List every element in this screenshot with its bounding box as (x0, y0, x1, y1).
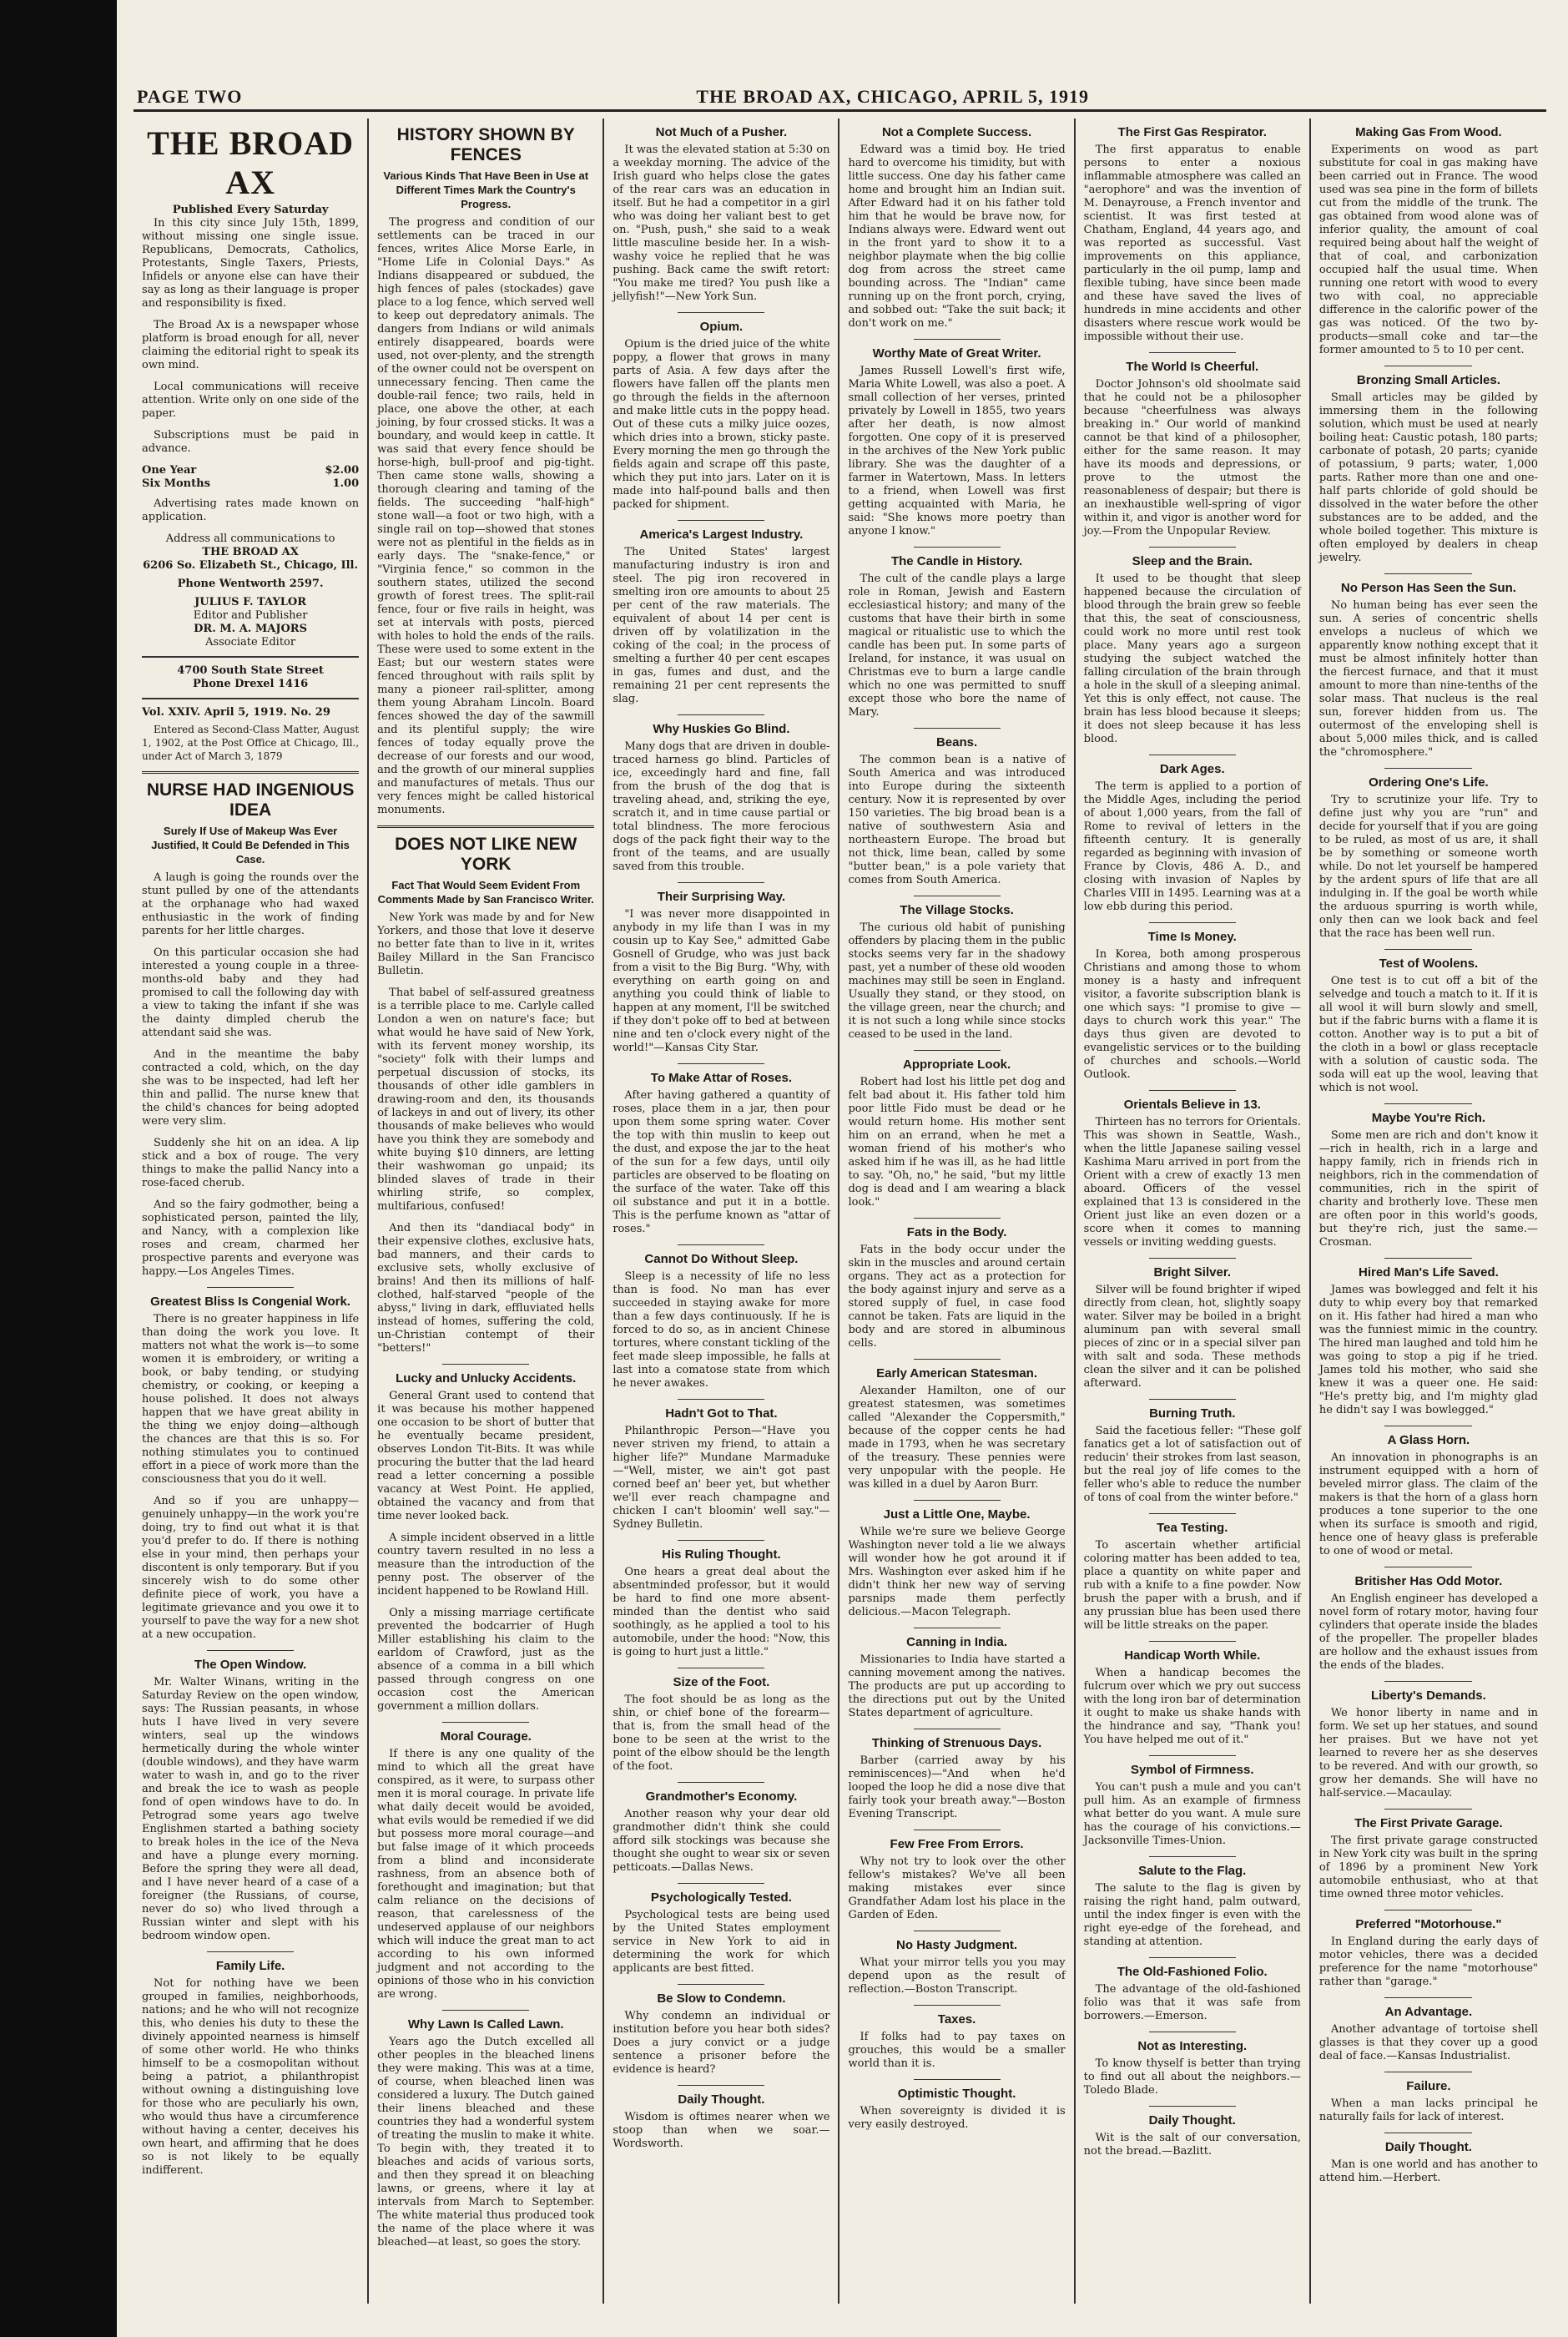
article-title: Orientals Believe in 13. (1123, 1098, 1261, 1112)
divider (1149, 1856, 1236, 1857)
divider (1149, 1258, 1236, 1259)
paragraph: When a handicap becomes the fulcrum over which we pry out success with the long iron bar of determination it ought to make us shake hands with the hindrance and say, "Thank you! You have helped me out of it." (1083, 1667, 1301, 1746)
column-6 (1311, 119, 1546, 2304)
editor-title: Editor and Publisher (193, 609, 308, 622)
article-deck: Surely If Use of Makeup Was Ever Justified, It Could Be Defended in This Case. (151, 825, 350, 866)
info-para-2: The Broad Ax is a newspaper whose platform is broad enough for all, never claiming the editorial right to speak its own mind. (142, 319, 360, 371)
page-label: PAGE TWO (137, 85, 243, 107)
info-para-1: In this city since July 15th, 1899, without missing one single issue. Republicans, Democrats, Catholics, Protestants, Single Taxers, Priests, Infidels or anyone else can have their say as long as their language is proper and responsibility is fixed. (142, 217, 360, 310)
paragraph: Silver will be found brighter if wiped directly from clean, hot, slightly soapy water. Silver may be boiled in a bright aluminum pan with several small pieces of zinc or in a special silver pan with salt and soda. These methods clean the silver and it can be polished afterward. (1083, 1284, 1301, 1390)
divider (1149, 352, 1236, 353)
divider (914, 1359, 1001, 1360)
paragraph: Psychological tests are being used by the United States employment service in New York to aid in determining the work for which applicants are best fitted. (613, 1909, 830, 1975)
divider (1149, 547, 1236, 548)
paragraph: A simple incident observed in a little country tavern resulted in no less a measure than the introduction of the penny post. The observer of the incident happened to be Rowland Hill. (377, 1532, 595, 1598)
article-title: No Hasty Judgment. (896, 1938, 1018, 1952)
article-title: Tea Testing. (1157, 1521, 1228, 1535)
article-title: Salute to the Flag. (1138, 1864, 1247, 1878)
sub-six-row (142, 477, 359, 491)
divider (207, 1287, 294, 1288)
paragraph: You can't push a mule and you can't pull him. As an example of firmness what better do you want. A mule sure has the courage of his convictions.—Jacksonville Times-Union. (1083, 1781, 1301, 1847)
article-title: Opium. (699, 320, 744, 334)
editor-name: JULIUS F. TAYLOR (194, 596, 307, 608)
paragraph: Doctor Johnson's old shoolmate said that he could not be a philosopher because "cheerfulness was always breaking in." Our world of mankind cannot be that kind of a philosopher, either for the same reason. It may have its moods and depressions, or prove to the utmost the reasonableness of despair; but there is an inexhaustible well-spring of vigor within it, and vigor is another word for joy.—From the Unpopular Review. (1083, 378, 1301, 538)
paragraph: If folks had to pay taxes on grouches, this would be a smaller world than it is. (848, 2031, 1066, 2070)
article-title: An Advantage. (1384, 2005, 1473, 2019)
article-title: Be Slow to Condemn. (657, 1991, 786, 2006)
article-title: Psychologically Tested. (650, 1890, 792, 1905)
article-title: Not Much of a Pusher. (655, 125, 788, 139)
paragraph: And so the fairy godmother, being a sophisticated person, painted the lily, and Nancy, with a complexion like roses and cream, charmed her prospective parents and everyone was happy.—Los Angeles Times. (142, 1199, 360, 1278)
paragraph: The curious old habit of punishing offenders by placing them in the public stocks seems very far in the shadowy past, yet a number of these old wooden machines may still be seen in England. Usually they stand, or they stood, on the village green, near the church; and it is not such a long while since stocks ceased to be used in the land. (848, 921, 1066, 1041)
paragraph: Fats in the body occur under the skin in the muscles and around certain organs. They act as a protection for the body against injury and serve as a stored supply of fuel, in case food cannot be taken. Fats are liquid in the body and are stored in albuminous cells. (848, 1244, 1066, 1350)
entry-note: Entered as Second-Class Matter, August 1, 1902, at the Post Office at Chicago, Ill., under Act of March 3, 1879 (142, 724, 360, 762)
article-title: Not as Interesting. (1137, 2039, 1248, 2053)
paragraph: Sleep is a necessity of life no less than is food. No man has ever succeeded in staying awake for more than a few days continuously. If he is forced to do so, as in ancient Chinese tortures, where constant tickling of the feet made sleep impossible, he falls at last into a comatose state from which he never awakes. (613, 1270, 830, 1390)
paragraph: Some men are rich and don't know it—rich in health, rich in a large and happy family, rich in friends rich in neighbors, rich in the commendation of communities, rich in the spirit of charity and brotherly love. These men are often poor in this world's goods, but they're rich, just the same.—Crosman. (1318, 1129, 1538, 1249)
article-title: Cannot Do Without Sleep. (644, 1252, 799, 1266)
paragraph: New York was made by and for New Yorkers, and those that love it deserve no better fate than to live in it, writes Bailey Millard in the San Francisco Bulletin. (377, 911, 595, 977)
article-title: Britisher Has Odd Motor. (1354, 1574, 1503, 1588)
article-title: A Glass Horn. (1387, 1433, 1470, 1447)
article-title: Size of the Foot. (673, 1675, 770, 1689)
column-grid (134, 119, 1546, 2304)
paragraph: Philanthropic Person—"Have you never striven my friend, to attain a higher life?" Mundane Marmaduke—"Well, mister, we ain't got past corned beef an' beer yet, but whether we'll ever reach champagne and chicken I can't bloomin' well say."—Sydney Bulletin. (613, 1425, 830, 1531)
address-name: THE BROAD AX (202, 546, 299, 558)
paragraph: To know thyself is better than trying to find out all about the neighbors.—Toledo Blade. (1083, 2057, 1301, 2097)
paragraph: When a man lacks principal he naturally fails for lack of interest. (1318, 2097, 1538, 2123)
paragraph: No human being has ever seen the sun. A series of concentric shells envelops a nucleus of which we apparently know nothing except that it must be almost infinitely hotter than the fiercest furnace, and that it must amount to more than nine-tenths of the solar mass. That nucleus is the real sun, forever hidden from us. The outermost of the enveloping shell is about 5,000 miles thick, and is called the "chromosphere." (1318, 599, 1538, 759)
article-title: Grandmother's Economy. (645, 1789, 798, 1804)
article-title: To Make Attar of Roses. (650, 1071, 792, 1085)
paragraph: Another reason why your dear old grandmother didn't think she could afford silk stockings was because she thought she ought to wear six or seven petticoats.—Dallas News. (613, 1808, 830, 1874)
paragraph: Alexander Hamilton, one of our greatest statesmen, was sometimes called "Alexander the Coppersmith," because of the copper cents he had made in 1793, when he was secretary of the treasury. These pennies were very unpopular with the people. He was killed in a duel by Aaron Burr. (848, 1385, 1066, 1491)
info-para-3: Local communications will receive attention. Write only on one side of the paper. (142, 381, 360, 420)
article-title: Test of Woolens. (1379, 957, 1479, 971)
divider (1384, 949, 1472, 950)
divider (207, 1951, 294, 1952)
masthead (134, 87, 1546, 112)
paragraph: And then its "dandiacal body" in their expensive clothes, exclusive hats, bad manners, and their cards to exclusive sets, wholly exclusive of brains! And then its millions of half-clothed, half-starved "people of the abyss," living in dark, effluviated hells instead of homes, suffering the cold, un-Christian contempt of their "betters!" (377, 1222, 595, 1355)
divider (914, 547, 1001, 548)
divider (678, 1399, 764, 1400)
article-title: Optimistic Thought. (897, 2087, 1016, 2101)
paragraph: James Russell Lowell's first wife, Maria White Lowell, was also a poet. A small collection of her verses, printed privately by Lowell in 1855, two years after her death, is now almost forgotten. One copy of it is preserved in the archives of the New York public library. She was the daughter of a farmer in Watertown, Mass. In letters to a friend, when Lowell was first getting acquainted with Maria, he said: "She knows more poetry than anyone I know." (848, 365, 1066, 538)
article-title: Why Huskies Go Blind. (653, 722, 790, 736)
column-2 (369, 119, 604, 2304)
article-title: The Candle in History. (890, 554, 1023, 568)
paragraph: Robert had lost his little pet dog and felt bad about it. His father told him poor little Fido must be dead or he would return home. His mother sent him on an errand, when he met a woman friend of his mother's who asked him if he was ill, as he had little to say. "Oh, no," he said, "but my little dog is dead and I am wearing a black look." (848, 1076, 1066, 1209)
article-title: Appropriate Look. (902, 1057, 1011, 1072)
paragraph: Another advantage of tortoise shell glasses is that they cover up a good deal of face.—Kansas Industrialist. (1318, 2023, 1538, 2062)
article-title: The Old-Fashioned Folio. (1117, 1965, 1268, 1979)
paragraph: Suddenly she hit on an idea. A lip stick and a box of rouge. The very things to make the pallid Nancy into a rose-faced cherub. (142, 1137, 360, 1189)
article-title: Bright Silver. (1153, 1265, 1231, 1280)
paragraph: Why condemn an individual or institution before you hear both sides? Does a jury convict or a judge sentence a prisoner before the evidence is heard? (613, 2010, 830, 2076)
paragraph: Only a missing marriage certificate prevented the bodcarrier of Hugh Miller establishing his claim to the earldom of Crawford, just as the absence of a comma in a bill which passed through congress on one occasion cost the American government a million dollars. (377, 1607, 595, 1713)
divider (678, 312, 764, 313)
sub-year-price: $2.00 (325, 464, 360, 477)
divider (1149, 1513, 1236, 1514)
paragraph: The first private garage constructed in New York city was built in the spring of 1896 by a prominent New York automobile enthusiast, who at that time owned three motor vehicles. (1318, 1835, 1538, 1900)
divider (442, 1364, 529, 1365)
paragraph: The advantage of the old-fashioned folio was that it was safe from borrowers.—Emerson. (1083, 1983, 1301, 2022)
paragraph: It used to be thought that sleep happened because the circulation of blood through the brain grew so feeble that this, the seat of consciousness, could work no more until rest took place. Many years ago a surgeon studying the subject watched the falling circulation of the brain through a hole in the skull of a sleeping animal. Yet this is only effect, not cause. The brain has less blood because it sleeps; it does not sleep because it has less blood. (1083, 573, 1301, 745)
article-title: Daily Thought. (678, 2092, 765, 2107)
article-title: Hired Man's Life Saved. (1359, 1265, 1499, 1280)
divider (1384, 1997, 1472, 1998)
paragraph: After having gathered a quantity of roses, place them in a jar, then pour upon them some spring water. Cover the top with thin muslin to keep out the dust, and expose the jar to the heat of the sun for a few days, until oily particles are observed to be floating on the surface of the water. Take off this oil substance and put it in a bottle. This is the perfume known as "attar of roses." (613, 1089, 830, 1235)
article-title: Thinking of Strenuous Days. (871, 1736, 1042, 1750)
paragraph: The first apparatus to enable persons to enter a noxious inflammable atmosphere was called an "aerophore" and was the invention of M. Denayrouse, a French inventor and scientist. It was first tested at Chatham, England, 44 years ago, and was reported as successful. Vast improvements on this appliance, particularly in the oil pump, lamp and flexible tubing, have since been made and these have saved the lives of hundreds in mine accidents and other disasters where rescue work would be impossible without their use. (1083, 144, 1301, 343)
column-5 (1076, 119, 1311, 2304)
divider (678, 882, 764, 883)
paragraph: There is no greater happiness in life than doing the work you love. It matters not what the work is—to some women it is embroidery, or writing a book, or baby tending, or studying chemistry, or cooking, or keeping a house polished. It does not always happen that we have great ability in the thing we enjoy doing—although the chances are that this is so. For nothing stimulates you to continued effort in a piece of work more than the consciousness that you do it well. (142, 1313, 360, 1486)
article-title: HISTORY SHOWN BY FENCES (396, 125, 575, 164)
divider (678, 2085, 764, 2086)
paragraph: Man is one world and has another to attend him.—Herbert. (1318, 2158, 1538, 2184)
article-title: Bronzing Small Articles. (1356, 373, 1500, 387)
article-title: Ordering One's Life. (1369, 775, 1489, 790)
phone-1: Phone Wentworth 2597. (177, 578, 324, 590)
paragraph: One hears a great deal about the absentminded professor, but it would be hard to find one more absent-minded than the dentist who said soothingly, as he applied a tool to his automobile, under the hood: "Now, this is going to hurt just a little." (613, 1566, 830, 1658)
divider (1149, 1957, 1236, 1958)
paragraph: General Grant used to contend that it was because his mother happened one occasion to be short of butter that he eventually became president, observes London Tit-Bits. It was while procuring the butter that the lad heard read a letter concerning a possible vacancy at West Point. He applied, obtained the vacancy and from that time never looked back. (377, 1390, 595, 1522)
divider (678, 1540, 764, 1541)
office-street: 4700 South State Street (177, 664, 324, 677)
divider (914, 339, 1001, 340)
paragraph: An innovation in phonographs is an instrument equipped with a horn of beveled mirror glass. The claim of the makers is that the horn of a glass horn produces a tone superior to the one when its surface is smooth and rigid, hence one of heavy glass is preferable to one of wood or metal. (1318, 1451, 1538, 1557)
volume-line: Vol. XXIV. April 5, 1919. No. 29 (142, 706, 330, 719)
paper-date-line: THE BROAD AX, CHICAGO, APRIL 5, 1919 (696, 85, 1089, 107)
column-1 (134, 119, 369, 2304)
article-title: Canning in India. (906, 1635, 1007, 1649)
article-title: The Open Window. (194, 1658, 307, 1672)
article-title: Moral Courage. (440, 1729, 532, 1744)
paragraph: An English engineer has developed a novel form of rotary motor, having four cylinders that operate inside the blades of the propeller. The propeller blades are hollow and the exhaust issues from the ends of the blades. (1318, 1592, 1538, 1672)
article-title: Just a Little One, Maybe. (883, 1507, 1031, 1522)
paragraph: To ascertain whether artificial coloring matter has been added to tea, place a quantity on white paper and rub with a knife to a fine powder. Now brush the paper with a brush, and if any prussian blue has been used there will be little streaks on the paper. (1083, 1539, 1301, 1632)
paragraph: Edward was a timid boy. He tried hard to overcome his timidity, but with little success. One day his father came home and brought him an Indian suit. After Edward had it on his father told him that he would be brave now, for Indians always were. Edward went out in the front yard to show it to a neighbor playmate when the big collie dog from across the street came bounding across. The "Indian" came running up on the front porch, crying, and sobbed out: "Take the suit back; it don't work on me." (848, 144, 1066, 330)
article-title: Time Is Money. (1147, 930, 1237, 944)
divider (678, 1063, 764, 1064)
scan-margin (0, 0, 117, 2337)
paragraph: Mr. Walter Winans, writing in the Saturday Review on the open window, says: The Russian peasants, in whose huts I have lived in very severe winters, seal up the windows hermetically during the whole winter (double windows), and they have warm water to wash in, and go to the river and break the ice to wash as people fond of open windows have to do. In Petrograd some years ago twelve Englishmen started a bathing society to break holes in the ice of the Neva and have a plunge every morning. Before the spring they were all dead, and I have never heard of a case of a foreigner (the Russians, of course, never do so) who lived through a Russian winter and slept with his bedroom window open. (142, 1676, 360, 1942)
paragraph: Opium is the dried juice of the white poppy, a flower that grows in many parts of Asia. A few days after the flowers have fallen off the plants men go through the fields in the afternoon and make little cuts in the poppy head. Out of these cuts a milky juice oozes, which dries into a brown, sticky paste. Every morning the men go through the fields again and scrape off this paste, which they put into jars. Later on it is made into half-pound balls and then packed for shipment. (613, 338, 830, 511)
divider (442, 2010, 529, 2011)
article-title: NURSE HAD INGENIOUS IDEA (146, 780, 355, 820)
paragraph: Years ago the Dutch excelled all other peoples in the bleached linens they were making. This was at a time, of course, when bleached linen was considered a luxury. The Dutch gained their linens bleached and these countries they had a wonderful system of treating the muslin to make it white. To begin with, they treated it to bleaches and acids of various sorts, and then they spread it on bleaching lawns, or greens, where it lay at intervals from March to September. The white material thus produced took the name of the place where it was bleached—at least, so goes the story. (377, 2036, 595, 2249)
paragraph: If there is any one quality of the mind to which all the great have conspired, as it were, to surpass other men it is moral courage. In private life what daily deceit would be avoided, what evils would be remedied if we did but possess more moral courage—and but false image of it which proceeds from a blind and inconsiderate rashness, from an absence both of forethought and imagination; but that calm reliance on the decisions of reason, that carelessness of the undeserved applause of our neighbors which will induce the great man to act according to his own informed judgment and not according to the opinions of those who in his conviction are wrong. (377, 1748, 595, 2001)
article-title: Handicap Worth While. (1124, 1648, 1261, 1663)
paragraph: Said the facetious feller: "These golf fanatics get a lot of satisfaction out of reducin' their strokes from last season, but the real joy of life comes to the feller who's able to reduce the number of tons of coal from the winter before." (1083, 1425, 1301, 1504)
divider (1384, 768, 1472, 769)
paragraph: A laugh is going the rounds over the stunt pulled by one of the attendants at the orphanage who had waxed enthusiastic in the work of finding parents for her little charges. (142, 871, 360, 937)
paragraph: It was the elevated station at 5:30 on a weekday morning. The advice of the Irish guard who helps close the gates of the rear cars was an education in itself. But he had a competitor in a girl who was doing her valiant best to get on. "Push, push," she said to a weak little masculine beside her. In a wish-washy voice he replied that he was pushing. Back came the swift retort: "You make me tired? You push like a jellyfish!"—New York Sun. (613, 144, 830, 303)
paragraph: Small articles may be gilded by immersing them in the following solution, which must be used at nearly boiling heat: Caustic potash, 180 parts; carbonate of potash, 20 parts; cyanide of potassium, 9 parts; water, 1,000 parts. Rather more than one and one-half parts chloride of gold should be dissolved in the water before the other substances are to be added, and the whole boiled together. This mixture is often employed by dealers in cheap jewelry. (1318, 391, 1538, 564)
article-title: Preferred "Motorhouse." (1355, 1917, 1502, 1931)
article-title: His Ruling Thought. (662, 1547, 781, 1562)
divider (207, 1650, 294, 1651)
article-deck: Fact That Would Seem Evident From Comments Made by San Francisco Writer. (377, 879, 594, 906)
article-title: Beans. (935, 735, 978, 750)
divider (142, 698, 359, 699)
divider (1384, 573, 1472, 574)
article-title: Greatest Bliss Is Congenial Work. (150, 1295, 350, 1309)
article-title: Symbol of Firmness. (1130, 1763, 1254, 1777)
article-title: Daily Thought. (1148, 2113, 1236, 2128)
paragraph: Missionaries to India have started a canning movement among the natives. The products are put up according to the directions put out by the United States department of agriculture. (848, 1653, 1066, 1719)
paragraph: In Korea, both among prosperous Christians and among those to whom money is a hasty and infrequent visitor, a favorite subscription blank is one which says: "I promise to give — days to church work this year." The days thus given are devoted to evangelistic services or to the building of churches and schools.—World Outlook. (1083, 948, 1301, 1081)
sub-six-price: 1.00 (332, 477, 360, 490)
paragraph: The salute to the flag is given by raising the right hand, palm outward, until the index finger is even with the right eye-edge of the forehead, and standing at attention. (1083, 1882, 1301, 1948)
article-title: Failure. (1406, 2079, 1451, 2093)
assoc-name: DR. M. A. MAJORS (194, 623, 307, 635)
divider (1149, 1755, 1236, 1756)
divider (1149, 1399, 1236, 1400)
paragraph: The United States' largest manufacturing industry is iron and steel. The pig iron recovered in smelting iron ore amounts to about 25 per cent of the raw materials. The equivalent of about 14 per cent is driven off by volatilization in the coking of the coal; in the process of smelting a further 40 per cent escapes in gas, fumes and dust, and the remaining 21 per cent represents the slag. (613, 546, 830, 705)
divider (1384, 1809, 1472, 1810)
article-title: Why Lawn Is Called Lawn. (407, 2017, 564, 2032)
assoc-title: Associate Editor (205, 636, 296, 649)
paragraph: The progress and condition of our settlements can be traced in our fences, writes Alice Morse Earle, in "Home Life in Colonial Days." As Indians disappeared or subdued, the high fences of pales (stockades) gave place to a log fence, which served well to keep out depredatory animals. The dangers from Indians or wild animals entirely disappeared, boards were used, not over-plenty, and the strength of the owner could not be overspent on unnecessary fencing. Then came the double-rail fence; two rails, held in place, one above the other, at each joining, by four crossed sticks. It was a boundary, and would keep in cattle. It was said that every fence should be horse-high, bull-proof and pig-tight. Then came stone walls, showing a thorough clearing and taming of the fields. The succeeding "half-high" stone wall—a foot or two high, with a single rail on top—showed that stones were not as plentiful in the fields as in early days. The "snake-fence," or "Virginia fence," so common in the southern states, utilized the second growth of forest trees. The split-rail fence, four or five rails in height, was set at intervals with posts, pierced with holes to hold the ends of the rails. These were used to some extent in the East; but our western states were fenced throughout with rails split by many a pioneer rail-splitter, among them young Abraham Lincoln. Board fences showed the day of the sawmill and its plentiful supply; the wire fences of today equally prove the decrease of our forests and our wood, and the growth of our mineral supplies and manufactures of metals. Thus our very fences might be called historical monuments. (377, 216, 595, 816)
paragraph: And so if you are unhappy—genuinely unhappy—in the work you're doing, try to find out what it is that you'd prefer to do. If there is nothing else in your mind, then perhaps your discontent is only temporary. But if you sincerely wish to do some other definite piece of work, you have a legitimate grievance and you owe it to yourself to pave the way for a new shot at a new occupation. (142, 1495, 360, 1641)
article-title: Early American Statesman. (876, 1366, 1037, 1380)
paragraph: That babel of self-assured greatness is a terrible place to me. Carlyle called London a wen on nature's face; but what would he have said of New York, with its fervent money worship, its "society" folk with their lumps and perpetual discussion of stocks, its thousands of other idle gamblers in drawing-room and den, its thousands of lackeys in and out of livery, its other thousands of make believes who would have you think they are somebody and white buying $10 dinners, are letting their washwoman go unpaid; its blinded slaves of trade in their whirling strife, so complex, multifarious, confused! (377, 987, 595, 1213)
info-box-name: THE BROAD AX (147, 124, 355, 201)
article-title: Lucky and Unlucky Accidents. (396, 1371, 577, 1386)
paragraph: Barber (carried away by his reminiscences)—"And when he'd looped the loop he did a nose dive that fairly took your breath away."—Boston Evening Transcript. (848, 1754, 1066, 1820)
divider (678, 1984, 764, 1985)
divider (1149, 922, 1236, 923)
paragraph: "I was never more disappointed in anybody in my life than I was in my cousin up to Kay See," admitted Gabe Gosnell of Grudge, who was just back from a visit to the Big Burg. "Why, with everything on earth going on and anything you could think of liable to happen at any moment, I'll be switched if they don't poke off to bed at between nine and ten o'clock every night of the world!"—Kansas City Star. (613, 908, 830, 1054)
article-title: Not a Complete Success. (881, 125, 1032, 139)
paragraph: And in the meantime the baby contracted a cold, which, on the day she was to be inspected, had left her thin and pallid. The nurse knew that the child's chances for being adopted were very slim. (142, 1048, 360, 1128)
paragraph: On this particular occasion she had interested a young couple in a three-months-old baby and they had promised to call the following day with a view to taking the infant if she was the dainty dimpled cherub the attendant said she was. (142, 946, 360, 1039)
divider (914, 1050, 1001, 1051)
article-title: Their Surprising Way. (657, 890, 786, 904)
article-title: Dark Ages. (1159, 762, 1225, 776)
divider (1149, 1090, 1236, 1091)
sub-year-label: One Year (142, 464, 197, 477)
paragraph: The cult of the candle plays a large role in Roman, Jewish and Eastern ecclesiastical history; and many of the customs that have their birth in some magical or ritualistic use to which the candle has been put. In some parts of Ireland, for instance, it was usual on Christmas eve to burn a large candle which no one was permitted to snuff except those who bore the name of Mary. (848, 573, 1066, 719)
article-deck: Various Kinds That Have Been in Use at Different Times Mark the Country's Progress. (383, 169, 589, 210)
paragraph: Wit is the salt of our conversation, not the bread.—Bazlitt. (1083, 2132, 1301, 2158)
paragraph: One test is to cut off a bit of the selvedge and touch a match to it. If it is all wool it will burn slowly and smell, but if the fabric burns with a flame it is cotton. Another way is to put a bit of the cloth in a bowl or glass receptacle with a solution of caustic soda. The soda will eat up the wool, leaving that which is not wool. (1318, 975, 1538, 1094)
divider (1149, 1641, 1236, 1642)
article-title: Taxes. (937, 2012, 976, 2027)
article-title: Sleep and the Brain. (1132, 554, 1253, 568)
divider (678, 520, 764, 521)
address-street: 6206 So. Elizabeth St., Chicago, Ill. (143, 559, 359, 572)
article-title: Family Life. (215, 1959, 285, 1973)
article-title: The First Private Garage. (1354, 1816, 1503, 1830)
article-title: Liberty's Demands. (1371, 1688, 1486, 1703)
paragraph: Experiments on wood as part substitute for coal in gas making have been carried out in France. The wood used was sea pine in the form of billets cut from the middle of the trunk. The gas obtained from wood alone was of inferior quality, the amount of coal required being about half the weight of that of coal, and carbonization occupied half the usual time. When running one retort with wood to every two with coal, no appreciable difference in the calorific power of the gas was noticed. Of the two by-products—small coke and tar—the former amounted to 5 to 10 per cent. (1318, 144, 1538, 356)
divider (442, 1722, 529, 1723)
divider (914, 2005, 1001, 2006)
paragraph: In England during the early days of motor vehicles, there was a decided preference for the name "motorhouse" rather than "garage." (1318, 1936, 1538, 1988)
paragraph: Thirteen has no terrors for Orientals. This was shown in Seattle, Wash., when the little Japanese sailing vessel Kashima Maru arrived in port from the Orient with a crew of exactly 13 men aboard. Officers of the vessel explained that 13 is considered in the Orient just like an even dozen or a score when it comes to manning vessels or inviting wedding guests. (1083, 1116, 1301, 1249)
article-title: Hadn't Got to That. (665, 1406, 778, 1421)
article-title: The World Is Cheerful. (1126, 360, 1259, 374)
article-title: Burning Truth. (1149, 1406, 1236, 1421)
article-title: DOES NOT LIKE NEW YORK (395, 835, 577, 874)
column-4 (839, 119, 1075, 2304)
paragraph: The term is applied to a portion of the Middle Ages, including the period of about 1,000 years, from the fall of Rome to revival of letters in the fifteenth century. It is generally regarded as beginning with invasion of France by Clovis, 486 A. D., and closing with invasion of Naples by Charles VIII in 1495. Learning was at a low ebb during this period. (1083, 780, 1301, 913)
paragraph: When sovereignty is divided it is very easily destroyed. (848, 2105, 1066, 2131)
divider (914, 728, 1001, 729)
phone-2: Phone Drexel 1416 (192, 678, 309, 690)
divider (678, 714, 764, 715)
paragraph: Not for nothing have we been grouped in families, neighborhoods, nations; and he who will not recognize this, who denies his duty to these the divinely appointed nearness is himself of some other world. He who thinks himself to be a cosmopolitan without being a patriot, a philanthropist without owning a distinguishing love for those who are peculiarly his own, who would thus have a circumference without having a center, deceives his own heart, and affirming that he does so is not likely to be equally indifferent. (142, 1977, 360, 2177)
article-title: The First Gas Respirator. (1117, 125, 1267, 139)
divider (914, 2079, 1001, 2080)
article-title: The Village Stocks. (900, 903, 1014, 917)
divider (678, 1883, 764, 1884)
divider (678, 1782, 764, 1783)
paragraph: The common bean is a native of South America and was introduced into Europe during the sixteenth century. Now it is represented by over 150 varieties. The big broad bean is a native of southwestern Asia and northeastern Europe. The broad but not thick, lime bean, called by some "butter bean," is a pole variety that comes from South America. (848, 754, 1066, 886)
article-title: Worthy Mate of Great Writer. (872, 346, 1041, 361)
info-para-5: Advertising rates made known on application. (142, 497, 360, 523)
divider (1149, 2106, 1236, 2107)
sub-year-row (142, 464, 359, 477)
article-title: Making Gas From Wood. (1355, 125, 1502, 139)
divider (914, 1218, 1001, 1219)
address-intro: Address all communications to (165, 533, 335, 545)
paragraph: James was bowlegged and felt it his duty to whip every boy that remarked on it. His father had hired a man who was the funniest mimic in the country. The hired man laughed and told him he was going to stop a pig if he tried. James told his mother, who said she knew it was a queer one. He said: "He's pretty big, and I'm mighty glad he didn't say I was bowlegged." (1318, 1284, 1538, 1416)
paragraph: Wisdom is oftimes nearer when we stoop than when we soar.—Wordsworth. (613, 2111, 830, 2150)
divider (142, 771, 359, 774)
paragraph: Why not try to look over the other fellow's mistakes? We've all been making mistakes ever since Grandfather Adam lost his place in the Garden of Eden. (848, 1855, 1066, 1921)
divider (678, 1244, 764, 1245)
paragraph: Many dogs that are driven in double-traced harness go blind. Particles of ice, exceedingly hard and fine, fall from the brush of the dog that is traveling ahead, and, striking the eye, scratch it, and in time cause partial or total blindness. The more ferocious dogs of the pack fight their way to the front of the teams, and are usually saved from this trouble. (613, 740, 830, 873)
article-title: Daily Thought. (1384, 2140, 1472, 2154)
paragraph: The foot should be as long as the shin, or chief bone of the forearm—that is, from the small head of the bone to be seen at the wrist to the point of the elbow should be the length of the foot. (613, 1693, 830, 1773)
info-para-4: Subscriptions must be paid in advance. (142, 429, 360, 455)
divider (1384, 1103, 1472, 1104)
sub-six-label: Six Months (142, 477, 210, 490)
article-title: Fats in the Body. (906, 1225, 1007, 1239)
paragraph: We honor liberty in name and in form. We set up her statues, and sound her praises. But we have not yet learned to revere her as she deserves to be revered. And with our growth, so grow her demands. She will have no half-service.—Macaulay. (1318, 1707, 1538, 1799)
article-title: Few Free From Errors. (890, 1837, 1024, 1851)
divider (1384, 1681, 1472, 1682)
divider (142, 656, 359, 658)
paragraph: Try to scrutinize your life. Try to define just why you are "run" and decide for yourself that if you are going to be ruled, as most of us are, it shall be by something or someone worth while. Do not let yourself be hampered by the ardent spurs of life that are all indulging in. If the goal be worth while the arduous spurring is worth while, only then can we look back and feel that the race has been well run. (1318, 794, 1538, 940)
divider (914, 1500, 1001, 1501)
article-title: Maybe You're Rich. (1371, 1111, 1486, 1125)
article-title: No Person Has Seen the Sun. (1340, 581, 1516, 595)
published-line: Published Every Saturday (172, 204, 329, 216)
divider (1384, 1258, 1472, 1259)
paragraph: While we're sure we believe George Washington never told a lie we always will wonder how he got around it if Mrs. Washington ever asked him if he didn't think her new way of serving parsnips made them perfectly delicious.—Macon Telegraph. (848, 1526, 1066, 1618)
article-title: America's Largest Industry. (639, 527, 804, 542)
divider (377, 825, 594, 828)
paragraph: What your mirror tells you you may depend upon as the result of reflection.—Boston Transcript. (848, 1956, 1066, 1996)
column-3 (604, 119, 839, 2304)
